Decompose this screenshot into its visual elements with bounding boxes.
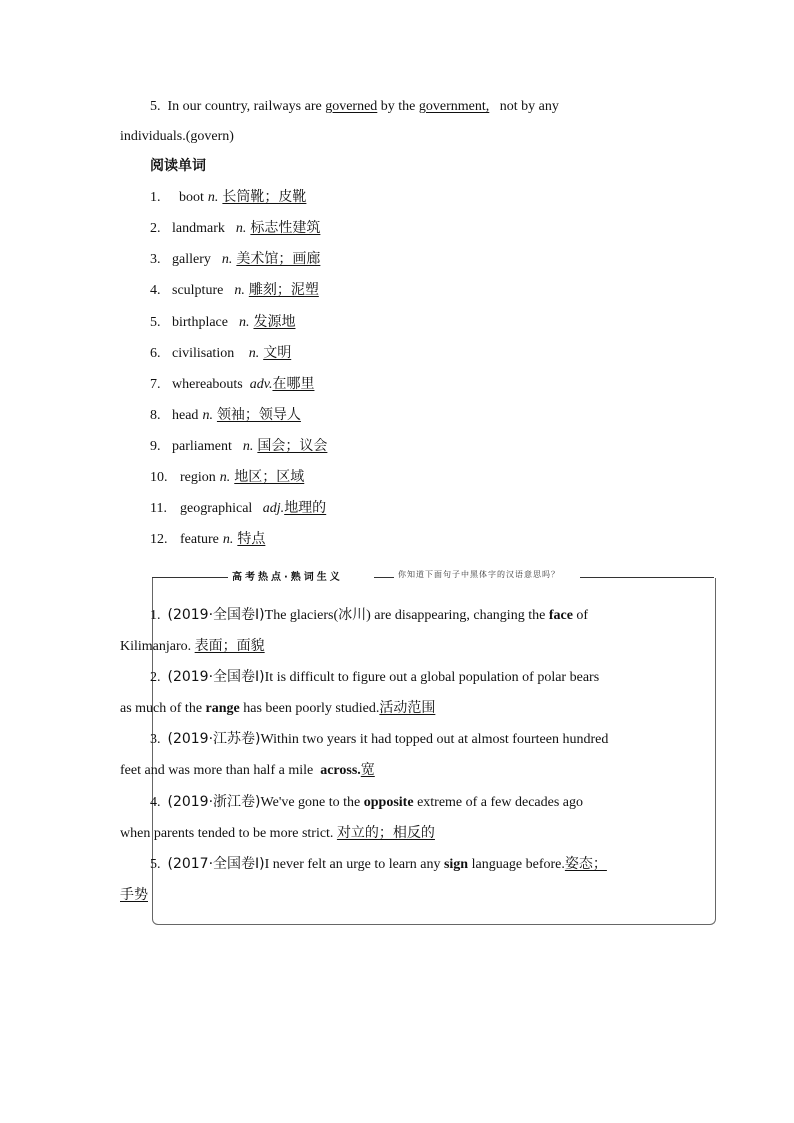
- vocab-meaning: 领袖；领导人: [216, 407, 301, 423]
- vocab-word: boot: [179, 190, 204, 205]
- exercise-text: In our country, railways are: [167, 99, 322, 114]
- hot-section-banner: [150, 566, 716, 594]
- vocab-meaning: 雕刻；泥塑: [248, 282, 319, 298]
- exercise-number: 5.: [150, 99, 161, 114]
- vocab-word: birthplace: [172, 315, 228, 330]
- bold-word: sign: [443, 857, 469, 872]
- vocab-item: 8. head n. 领袖；领导人: [150, 407, 301, 423]
- vocab-item: 1. boot n. 长筒靴；皮靴: [150, 189, 307, 205]
- source-label: (2019·浙江卷): [167, 794, 261, 810]
- answer: 活动范围: [379, 700, 436, 716]
- vocab-word: gallery: [172, 252, 211, 267]
- answer: 宽: [360, 762, 375, 778]
- divider: [580, 577, 714, 578]
- vocab-meaning: 特点: [237, 531, 266, 547]
- vocab-word: parliament: [172, 439, 232, 454]
- vocab-word: head: [172, 408, 199, 423]
- hot-item-4-line1: 4. (2019·浙江卷)We've gone to the opposite extreme of a few decades ago: [150, 794, 584, 810]
- vocab-item: 4. sculpture n. 雕刻；泥塑: [150, 282, 319, 298]
- exercise-answer: government,: [418, 99, 490, 114]
- hot-item-5-line1: 5. (2017·全国卷Ⅰ)I never felt an urge to learn any sign language before.姿态；: [150, 856, 607, 872]
- vocab-item: 9. parliament n. 国会；议会: [150, 438, 328, 454]
- vocab-meaning: 标志性建筑: [250, 220, 321, 236]
- vocab-pos: n.: [248, 346, 260, 361]
- divider: [152, 577, 228, 578]
- source-label: (2019·全国卷Ⅰ): [167, 669, 265, 685]
- hot-item-4-line2: when parents tended to be more strict. 对立的；相反的: [120, 825, 435, 841]
- vocab-item: 11. geographical adj.地理的: [150, 500, 327, 516]
- vocab-pos: n.: [219, 470, 231, 485]
- hot-item-1-line2: Kilimanjaro. 表面；面貌: [120, 638, 265, 654]
- vocab-word: whereabouts: [172, 377, 243, 392]
- vocab-item: 7. whereabouts adv.在哪里: [150, 376, 315, 392]
- divider: [374, 577, 394, 578]
- vocab-meaning: 美术馆；画廊: [236, 251, 321, 267]
- hot-item-2-line2: as much of the range has been poorly studied.活动范围: [120, 700, 436, 716]
- source-label: (2019·全国卷Ⅰ): [167, 607, 265, 623]
- vocab-meaning: 国会；议会: [257, 438, 328, 454]
- hot-item-5-line2: [120, 885, 148, 906]
- exercise-text: individuals.(govern): [120, 129, 234, 144]
- vocab-item: 2. landmark n. 标志性建筑: [150, 220, 321, 236]
- vocab-pos: n.: [222, 532, 234, 547]
- vocab-item: 10. region n. 地区；区域: [150, 469, 305, 485]
- exercise-text: not by any: [499, 99, 559, 114]
- vocab-meaning: 长筒靴；皮靴: [222, 189, 307, 205]
- vocab-meaning: 文明: [263, 345, 292, 361]
- vocab-word: geographical: [180, 501, 253, 516]
- bold-word: face: [548, 608, 573, 623]
- vocab-pos: n.: [234, 283, 245, 298]
- bold-word: across.: [320, 763, 361, 778]
- vocab-meaning: 发源地: [253, 314, 296, 330]
- vocab-pos: n.: [235, 221, 247, 236]
- exercise-text: by the: [380, 99, 416, 114]
- hot-item-1-line1: 1. (2019·全国卷Ⅰ)The glaciers(冰川) are disappearing, changing the face of: [150, 607, 589, 623]
- vocab-pos: n.: [221, 252, 233, 267]
- vocab-pos: n.: [207, 190, 219, 205]
- vocab-word: sculpture: [172, 283, 224, 298]
- exercise-5-line2: [120, 127, 234, 147]
- hot-section-title: 高考热点·熟词生义: [232, 572, 343, 583]
- vocab-item: 3. gallery n. 美术馆；画廊: [150, 251, 321, 267]
- source-label: (2019·江苏卷): [167, 731, 261, 747]
- vocab-pos: n.: [202, 408, 213, 423]
- hot-section-subtitle: 你知道下面句子中黑体字的汉语意思吗？: [398, 570, 560, 579]
- answer: 对立的；相反的: [336, 825, 435, 841]
- vocab-word: feature: [180, 532, 219, 547]
- section-heading: 阅读单词: [150, 158, 206, 174]
- exercise-answer: governed: [325, 99, 378, 114]
- vocab-pos: adj.: [262, 501, 285, 516]
- vocab-word: region: [180, 470, 216, 485]
- vocab-pos: adv.: [249, 377, 273, 392]
- answer: 表面；面貌: [194, 638, 265, 654]
- vocab-word: landmark: [172, 221, 225, 236]
- hot-item-2-line1: 2. (2019·全国卷Ⅰ)It is difficult to figure out a global population of polar bears: [150, 669, 600, 685]
- vocab-meaning: 地区；区域: [234, 469, 305, 485]
- vocab-word: civilisation: [172, 346, 235, 361]
- vocab-pos: n.: [242, 439, 254, 454]
- vocab-meaning: 在哪里: [272, 376, 315, 392]
- hot-item-3-line2: feet and was more than half a mile across.宽: [120, 762, 375, 778]
- bold-word: opposite: [363, 795, 414, 810]
- exercise-5-line1: [150, 97, 559, 117]
- vocab-item: 5. birthplace n. 发源地: [150, 314, 296, 330]
- vocab-pos: n.: [238, 315, 250, 330]
- hot-item-3-line1: 3. (2019·江苏卷)Within two years it had topped out at almost fourteen hundred: [150, 731, 609, 747]
- answer: 手势: [120, 887, 148, 903]
- vocab-meaning: 地理的: [284, 500, 327, 516]
- bold-word: range: [205, 701, 240, 716]
- source-label: (2017·全国卷Ⅰ): [167, 856, 265, 872]
- answer: 姿态；: [564, 856, 607, 872]
- vocab-item: 6. civilisation n. 文明: [150, 345, 292, 361]
- vocab-item: 12. feature n. 特点: [150, 531, 266, 547]
